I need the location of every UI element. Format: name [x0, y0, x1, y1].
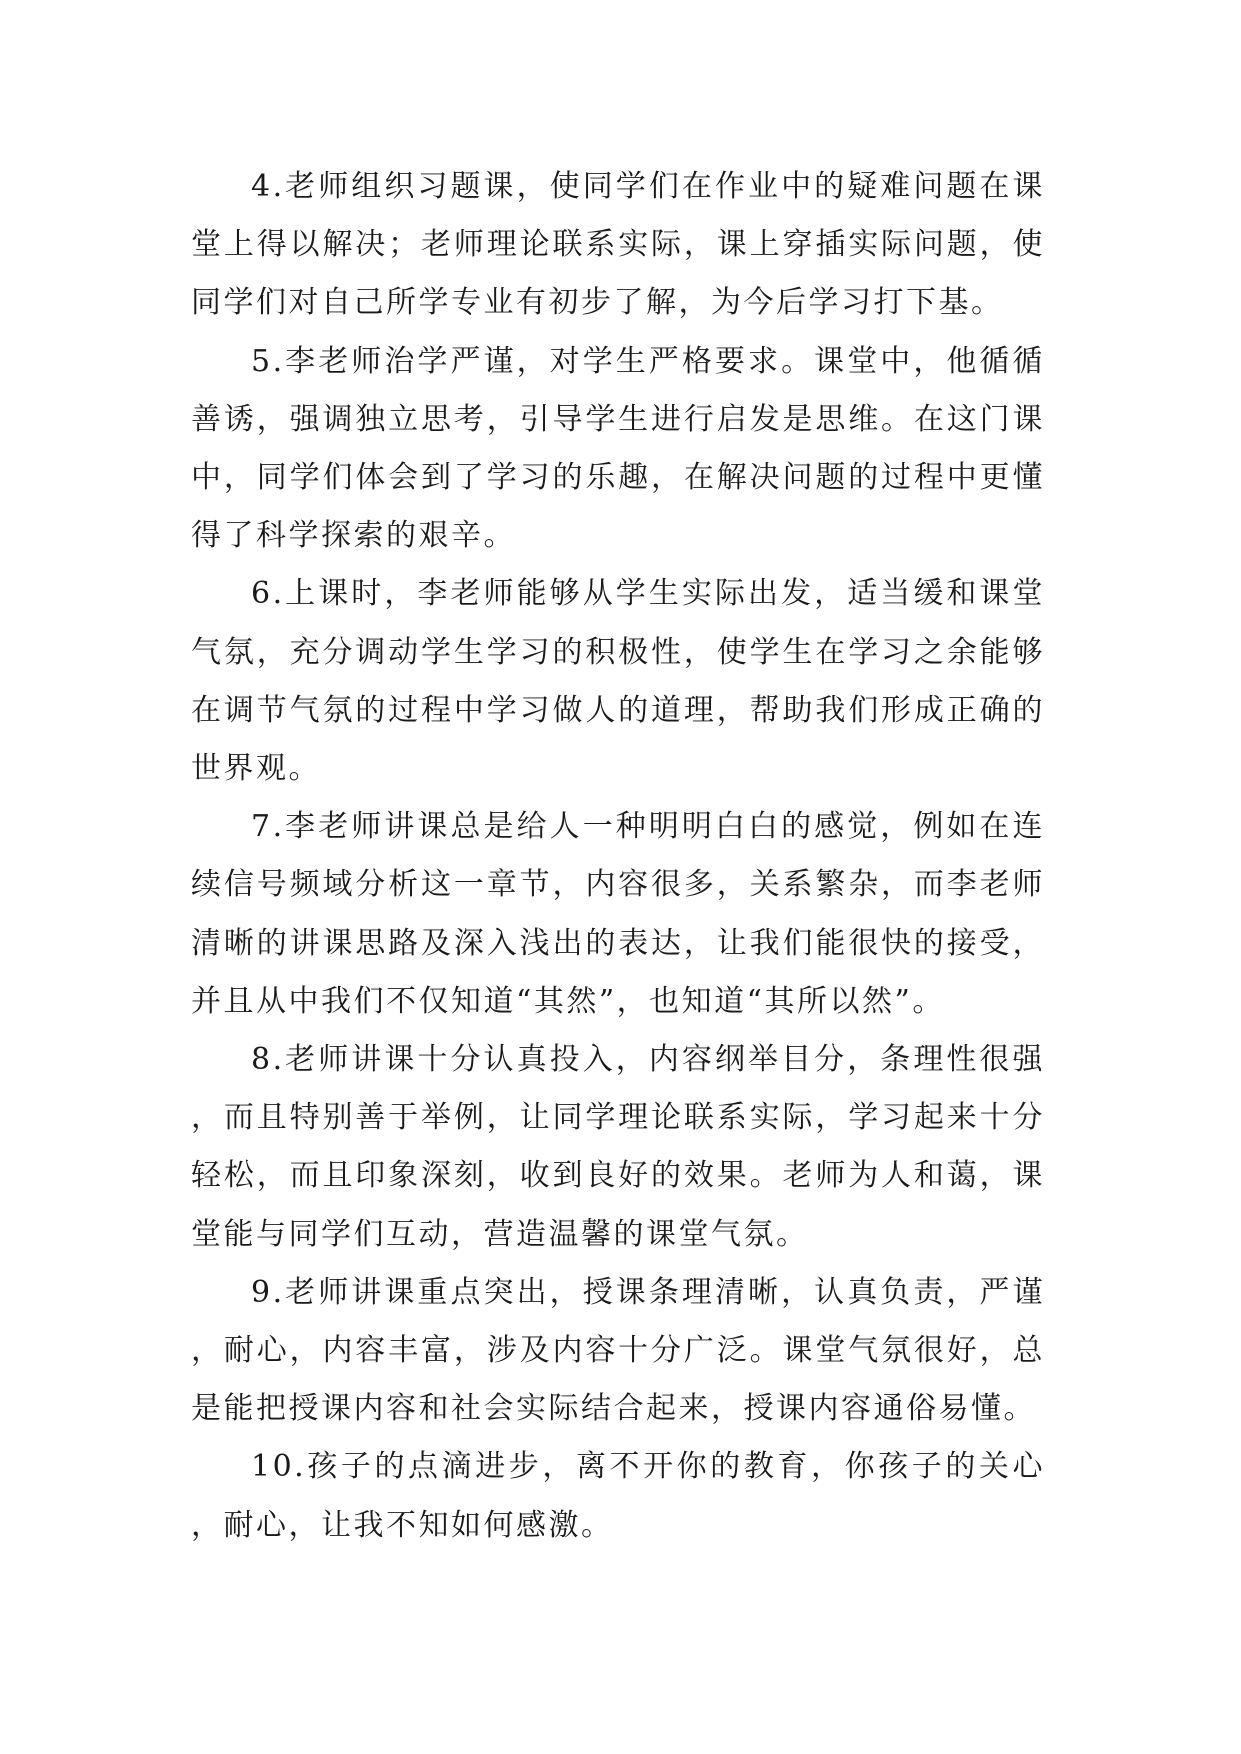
paragraph-7: 7.李老师讲课总是给人一种明明白白的感觉，例如在连续信号频域分析这一章节，内容很多，关系繁杂，而李老师清晰的讲课思路及深入浅出的表达，让我们能很快的接受，并且从中我们不仅知道“其然”，也知道“其所以然”。: [191, 809, 1045, 1019]
paragraph-6: 6.上课时，李老师能够从学生实际出发，适当缓和课堂气氛，充分调动学生学习的积极性，使学生在学习之余能够在调节气氛的过程中学习做人的道理，帮助我们形成正确的世界观。: [191, 576, 1045, 787]
document-body: [191, 158, 1045, 1555]
paragraph-8: 8.老师讲课十分认真投入，内容纲举目分，条理性很强，而且特别善于举例，让同学理论联系实际，学习起来十分轻松，而且印象深刻，收到良好的效果。老师为人和蔼，课堂能与同学们互动，营造温馨的课堂气氛。: [191, 1042, 1045, 1252]
paragraph-10: 10.孩子的点滴进步，离不开你的教育，你孩子的关心，耐心，让我不知如何感激。: [191, 1449, 1045, 1543]
paragraph-9: 9.老师讲课重点突出，授课条理清晰，认真负责，严谨，耐心，内容丰富，涉及内容十分广泛。课堂气氛很好，总是能把授课内容和社会实际结合起来，授课内容通俗易懂。: [191, 1274, 1045, 1427]
paragraph-4: 4.老师组织习题课，使同学们在作业中的疑难问题在课堂上得以解决；老师理论联系实际，课上穿插实际问题，使同学们对自己所学专业有初步了解，为今后学习打下基。: [191, 169, 1045, 321]
paragraph-5: 5.李老师治学严谨，对学生严格要求。课堂中，他循循善诱，强调独立思考，引导学生进行启发是思维。在这门课中，同学们体会到了学习的乐趣，在解决问题的过程中更懂得了科学探索的艰辛。: [191, 343, 1045, 554]
